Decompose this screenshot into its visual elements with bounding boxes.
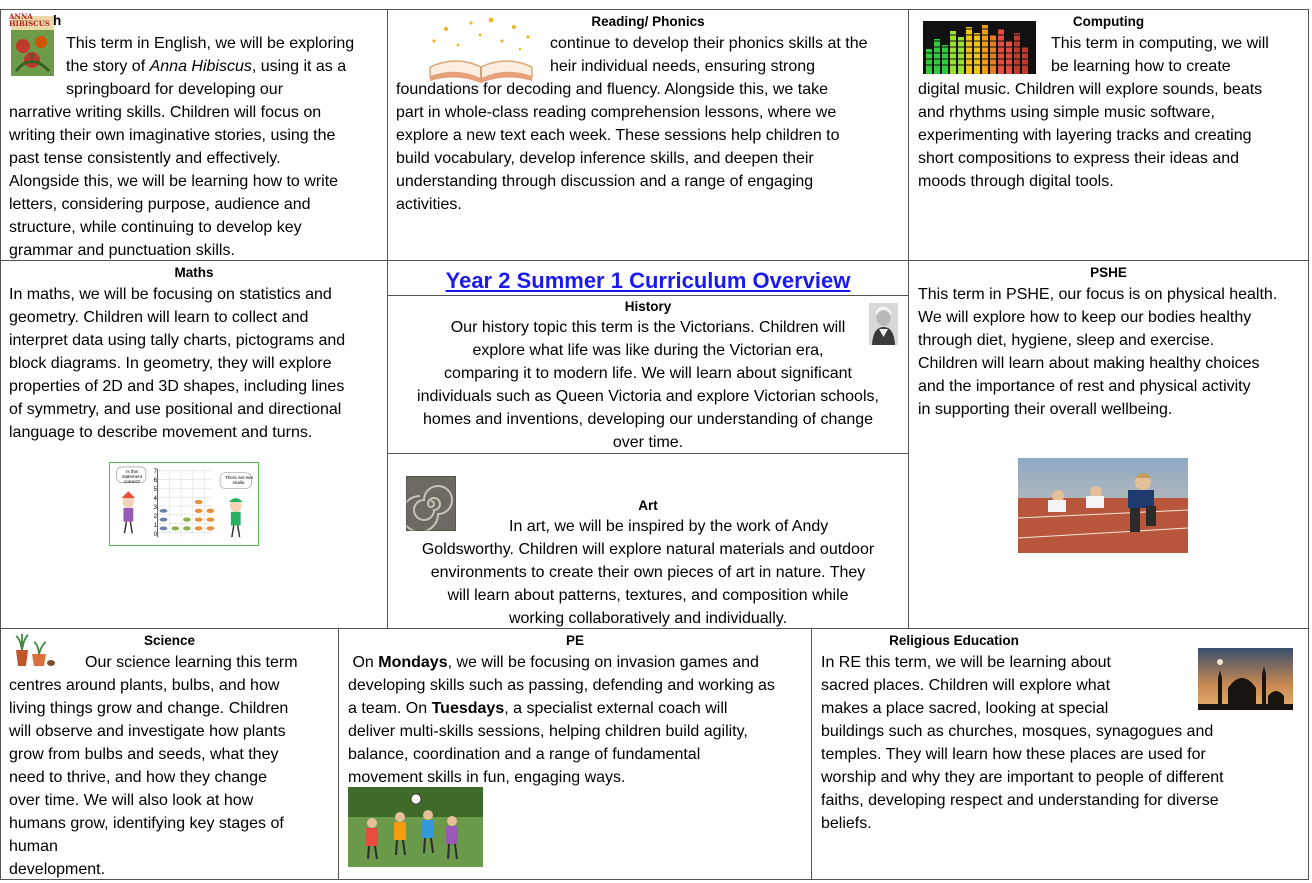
reading-line: build vocabulary, develop inference skills, and deepen their xyxy=(396,150,814,167)
re-line: makes a place sacred, looking at special xyxy=(821,700,1109,717)
pshe-line: Children will learn about making healthy choices xyxy=(918,355,1260,372)
pe-line: a team. On Tuesdays, a specialist external coach will xyxy=(348,700,728,717)
pshe-line: in supporting their overall wellbeing. xyxy=(918,401,1173,418)
science-line: grow from bulbs and seeds, what they xyxy=(9,746,279,763)
art-text-first xyxy=(509,515,905,538)
art-line: will learn about patterns, textures, and composition while xyxy=(447,587,849,604)
english-line: past tense consistently and effectively. xyxy=(9,150,281,167)
maths-section xyxy=(0,260,388,629)
reading-line: heir individual needs, ensuring strong xyxy=(550,58,816,75)
maths-line: interpret data using tally charts, pictograms and xyxy=(9,332,346,349)
page-title: Year 2 Summer 1 Curriculum Overview xyxy=(445,268,851,293)
pshe-text xyxy=(918,283,1308,421)
maths-line: geometry. Children will learn to collect and xyxy=(9,309,309,326)
re-text-wrapped xyxy=(821,651,1191,720)
science-text xyxy=(9,674,338,880)
re-line: sacred places. Children will explore what xyxy=(821,677,1111,694)
pe-heading: PE xyxy=(565,633,584,648)
pe-line: On Mondays, we will be focusing on invasion games and xyxy=(352,654,759,671)
speech-bubble-left: Is this statement correct? xyxy=(122,469,142,484)
computing-line: digital music. Children will explore sounds, beats xyxy=(918,81,1263,98)
reading-line: explore a new text each week. These sessions help children to xyxy=(396,127,840,144)
english-line: the story of Anna Hibiscus, using it as a xyxy=(66,58,347,75)
history-line: comparing it to modern life. We will learn about significant xyxy=(444,365,852,382)
art-line: environments to create their own pieces of art in nature. They xyxy=(430,564,866,581)
science-heading: Science xyxy=(143,633,196,648)
art-line: working collaboratively and individually. xyxy=(508,610,788,627)
history-line: over time. xyxy=(612,434,684,451)
re-line: buildings such as churches, mosques, synagogues and xyxy=(821,723,1214,740)
pshe-line: We will explore how to keep our bodies healthy xyxy=(918,309,1252,326)
maths-line: language to describe movement and turns. xyxy=(9,424,313,441)
music-equalizer-icon xyxy=(923,21,1036,74)
computing-line: and rhythms using simple music software, xyxy=(918,104,1215,121)
mondays-emphasis: Mondays xyxy=(378,654,448,671)
computing-line: experimenting with layering tracks and creating xyxy=(918,127,1252,144)
english-line: springboard for developing our xyxy=(66,81,284,98)
science-line: development. xyxy=(9,861,106,878)
reading-line: activities. xyxy=(396,196,462,213)
art-section xyxy=(387,453,909,629)
pe-line: deliver multi-skills sessions, helping children build agility, xyxy=(348,723,748,740)
history-line: homes and inventions, developing our understanding of change xyxy=(422,411,874,428)
re-text-full xyxy=(821,720,1307,835)
reading-line: foundations for decoding and fluency. Alongside this, we take xyxy=(396,81,828,98)
history-line: Our history topic this term is the Victorians. Children will xyxy=(450,319,846,336)
english-line: Alongside this, we will be learning how to write xyxy=(9,173,339,190)
history-section xyxy=(387,260,909,454)
axis-tick: 6 xyxy=(153,478,157,484)
re-line: temples. They will learn how these places are used for xyxy=(821,746,1206,763)
axis-tick: 0 xyxy=(153,532,157,538)
english-line: narrative writing skills. Children will focus on xyxy=(9,104,322,121)
maths-line: properties of 2D and 3D shapes, including lines xyxy=(9,378,345,395)
history-line: individuals such as Queen Victoria and explore Victorian schools, xyxy=(417,388,879,405)
pshe-line: This term in PSHE, our focus is on physical health. xyxy=(918,286,1278,303)
science-line: human xyxy=(9,838,58,855)
maths-line: block diagrams. In geometry, they will explore xyxy=(9,355,332,372)
re-line: faiths, developing respect and understanding for diverse xyxy=(821,792,1219,809)
pshe-line: and the importance of rest and physical activity xyxy=(918,378,1251,395)
english-section xyxy=(0,9,388,261)
english-text-full xyxy=(9,101,387,261)
book-title: Anna Hibiscus xyxy=(149,58,252,75)
computing-line: This term in computing, we will xyxy=(1051,35,1269,52)
english-line: This term in English, we will be exploring xyxy=(66,35,355,52)
religious-education-section xyxy=(811,628,1309,880)
english-line: grammar and punctuation skills. xyxy=(9,242,235,259)
pshe-line: through diet, hygiene, sleep and exercise. xyxy=(918,332,1215,349)
art-text xyxy=(392,538,904,629)
history-heading: History xyxy=(624,299,672,314)
science-text-first xyxy=(85,651,338,674)
axis-tick: 1 xyxy=(153,523,157,529)
axis-tick: 3 xyxy=(153,505,157,511)
reading-text-wrapped xyxy=(550,32,905,78)
children-playing-football-photo xyxy=(348,787,483,867)
speech-bubble-right: There are two snails. xyxy=(225,475,253,485)
science-line: need to thrive, and how they change xyxy=(9,769,267,786)
art-line: Goldsworthy. Children will explore natural materials and outdoor xyxy=(421,541,875,558)
english-line: structure, while continuing to develop key xyxy=(9,219,302,236)
re-heading: Religious Education xyxy=(889,633,1019,648)
pshe-section xyxy=(908,260,1309,629)
computing-text-full xyxy=(918,78,1306,193)
pe-line: movement skills in fun, engaging ways. xyxy=(348,769,626,786)
pictogram-axis xyxy=(149,468,157,540)
english-heading-fragment: h xyxy=(53,13,62,28)
art-heading: Art xyxy=(638,498,658,513)
english-line: writing their own imaginative stories, using the xyxy=(9,127,336,144)
pe-line: developing skills such as passing, defending and working as xyxy=(348,677,775,694)
art-line: In art, we will be inspired by the work of Andy xyxy=(509,518,829,535)
pe-line: balance, coordination and a range of fundamental xyxy=(348,746,701,763)
history-text xyxy=(392,316,904,454)
pictogram-picture xyxy=(109,462,259,546)
reading-line: understanding through discussion and a range of engaging xyxy=(396,173,814,190)
open-book-icon xyxy=(416,15,546,87)
computing-line: be learning how to create xyxy=(1051,58,1231,75)
english-line: letters, considering purpose, audience and xyxy=(9,196,311,213)
title-divider xyxy=(388,295,908,296)
axis-tick: 4 xyxy=(153,496,157,502)
mosque-silhouette-photo xyxy=(1198,648,1293,710)
children-running-photo xyxy=(1018,458,1188,553)
science-line: will observe and investigate how plants xyxy=(9,723,286,740)
axis-tick: 2 xyxy=(153,514,157,520)
computing-heading: Computing xyxy=(1072,14,1145,29)
tuesdays-emphasis: Tuesdays xyxy=(431,700,505,717)
reading-phonics-section xyxy=(387,9,909,261)
pshe-heading: PSHE xyxy=(1090,265,1127,280)
maths-text xyxy=(9,283,387,444)
pe-section xyxy=(338,628,812,880)
science-line: humans grow, identifying key stages of xyxy=(9,815,284,832)
reading-line: continue to develop their phonics skills at the xyxy=(550,35,868,52)
re-line: beliefs. xyxy=(821,815,872,832)
science-line: living things grow and change. Children xyxy=(9,700,289,717)
re-line: worship and why they are important to people of different xyxy=(821,769,1224,786)
maths-line: In maths, we will be focusing on statistics and xyxy=(9,286,332,303)
science-section xyxy=(0,628,339,880)
science-line: centres around plants, bulbs, and how xyxy=(9,677,280,694)
science-line: Our science learning this term xyxy=(85,654,298,671)
computing-section xyxy=(908,9,1309,261)
axis-tick: 7 xyxy=(153,469,157,475)
axis-tick: 5 xyxy=(153,487,157,493)
history-line: explore what life was like during the Victorian era, xyxy=(472,342,824,359)
reading-text-full xyxy=(396,78,906,216)
reading-line: part in whole-class reading comprehension lessons, where we xyxy=(396,104,837,121)
maths-line: of symmetry, and use positional and directional xyxy=(9,401,342,418)
reading-phonics-heading: Reading/ Phonics xyxy=(591,14,705,29)
book-cover-title: ANNA HIBISCUS xyxy=(9,12,50,28)
science-line: over time. We will also look at how xyxy=(9,792,254,809)
maths-heading: Maths xyxy=(174,265,214,280)
re-line: In RE this term, we will be learning about xyxy=(821,654,1111,671)
computing-line: short compositions to express their ideas and xyxy=(918,150,1240,167)
pe-text xyxy=(348,651,810,789)
english-text-wrapped xyxy=(66,32,384,101)
computing-text-wrapped xyxy=(1051,32,1306,78)
computing-line: moods through digital tools. xyxy=(918,173,1114,190)
